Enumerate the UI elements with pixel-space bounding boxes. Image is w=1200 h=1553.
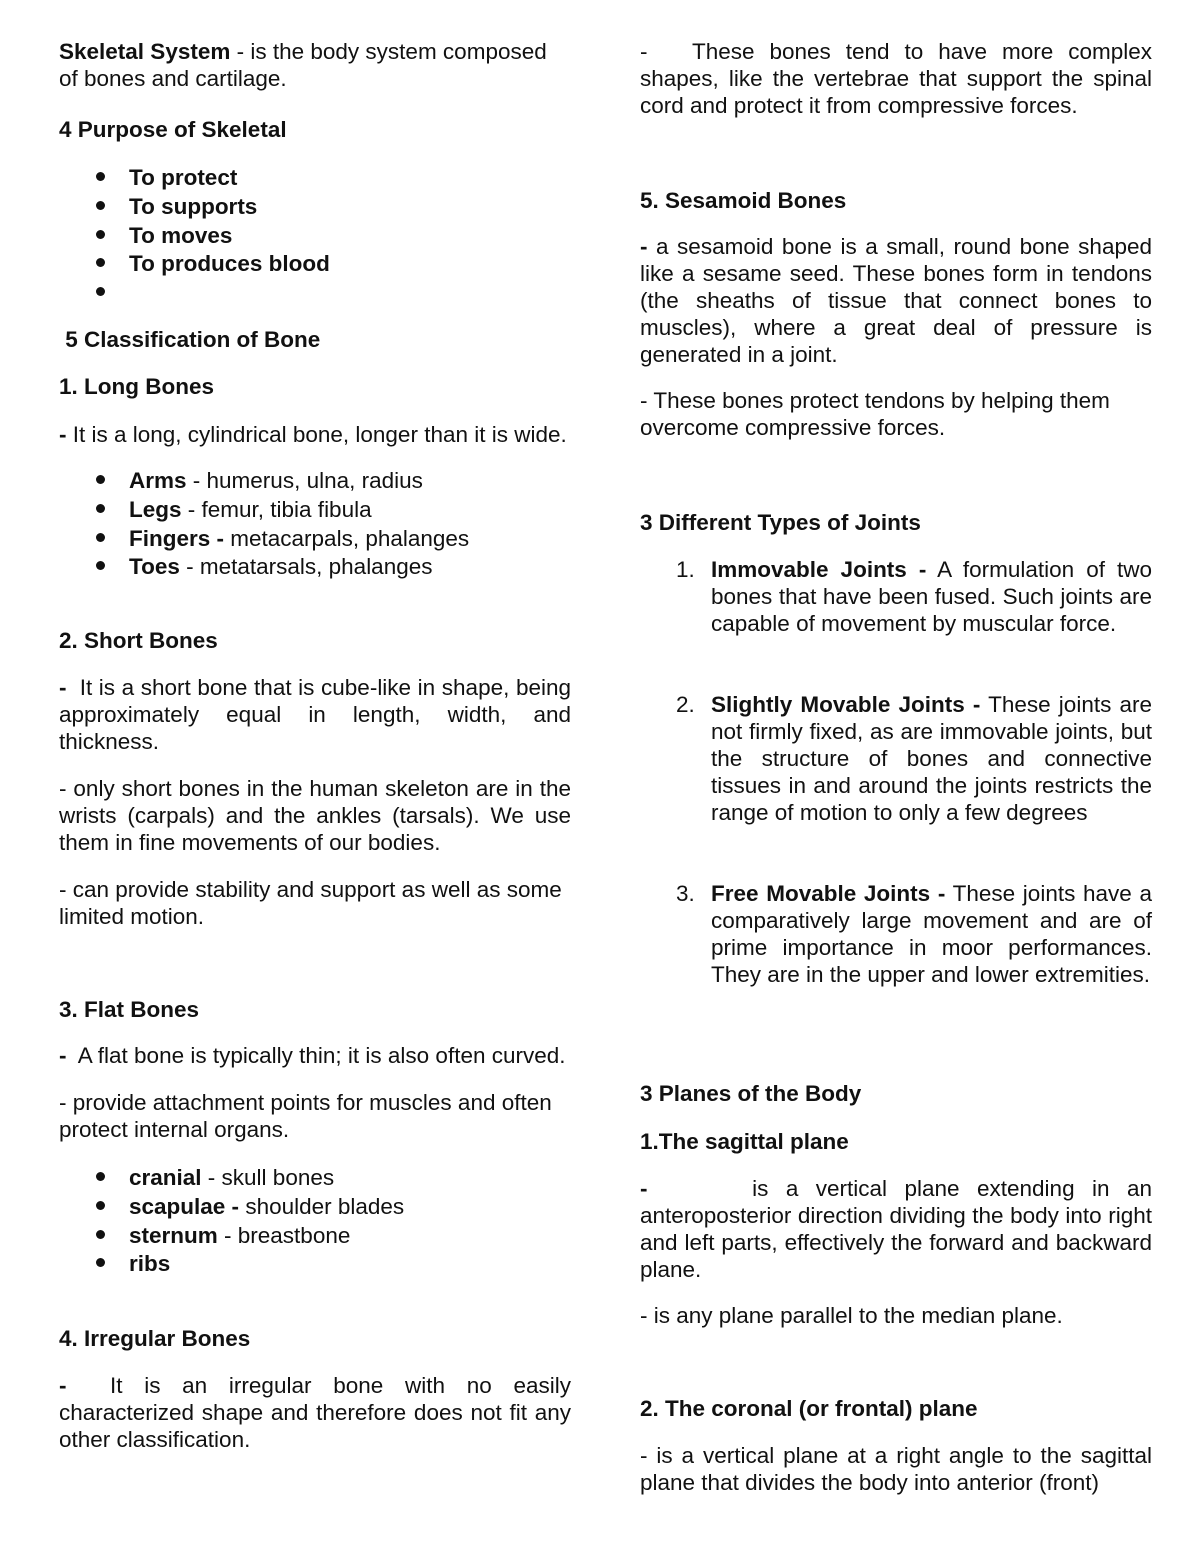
short-bones-p2: - only short bones in the human skeleton are in the wrists (carpals) and the ankles (tarsals). We use them in fine movements of our bodies.: [59, 776, 571, 855]
bullet-icon: [96, 561, 105, 570]
irregular-continued: - These bones tend to have more complex shapes, like the vertebrae that support the spinal cord and protect it from compressive forces.: [640, 39, 1159, 118]
purpose-item: To moves: [129, 222, 233, 248]
purpose-item: To produces blood: [129, 251, 330, 277]
sesamoid-p1: [640, 233, 1152, 368]
sesamoid-p2: - These bones protect tendons by helping them overcome compressive forces.: [640, 388, 1110, 440]
list-item: [59, 496, 571, 525]
bullet-icon: [96, 1230, 105, 1239]
bullet-icon: [96, 1172, 105, 1181]
short-bones-p1: [59, 674, 578, 755]
bullet-icon: [96, 533, 105, 542]
item-term: ribs: [129, 1251, 171, 1277]
item-text: shoulder blades: [239, 1193, 405, 1219]
flat-bones-p1-text: A flat bone is typically thin; it is also often curved.: [66, 1043, 566, 1068]
list-item: [59, 525, 571, 554]
bullet-icon: [96, 258, 105, 267]
purpose-item: To supports: [129, 193, 258, 219]
list-item: [59, 250, 571, 279]
item-text: - humerus, ulna, radius: [186, 468, 423, 493]
list-item: [59, 164, 571, 193]
item-term: Legs: [129, 496, 182, 522]
long-bones-desc: [59, 421, 571, 448]
dash: -: [640, 234, 648, 259]
bullet-icon: [96, 475, 105, 484]
intro-text: - is the body system composed of bones and cartilage.: [59, 39, 547, 91]
item-body: [711, 556, 1152, 637]
bullet-icon: [96, 201, 105, 210]
classification-heading: 5 Classification of Bone: [59, 327, 321, 352]
list-item: [59, 1193, 571, 1222]
sagittal-p1-text: is a vertical plane extending in an anteroposterior direction dividing the body into right and left parts, effectively the forward and backward plane.: [640, 1176, 1159, 1282]
sesamoid-p1-text: a sesamoid bone is a small, round bone shaped like a sesame seed. These bones form in tendons (the sheaths of tissue that connect bones to muscles), where a great deal of pressure is generated in a joint.: [640, 234, 1152, 367]
item-term: scapulae -: [129, 1193, 240, 1219]
joints-heading: 3 Different Types of Joints: [640, 510, 921, 535]
long-bones-text: It is a long, cylindrical bone, longer than it is wide.: [66, 422, 567, 447]
item-term: sternum: [129, 1222, 218, 1248]
item-term: Immovable Joints -: [711, 557, 927, 582]
flat-bones-p1: [59, 1042, 571, 1069]
item-term: Slightly Movable Joints -: [711, 692, 981, 717]
dash: -: [59, 1373, 67, 1398]
flat-bones-list: [59, 1164, 571, 1279]
irregular-bones-p1-text: It is an irregular bone with no easily characterized shape and therefore does not fit any other classification.: [59, 1373, 578, 1452]
coronal-heading: 2. The coronal (or frontal) plane: [640, 1396, 978, 1421]
item-number: 1.: [676, 557, 695, 582]
list-item: [59, 1250, 571, 1279]
dash: -: [640, 1176, 648, 1201]
item-text: - metatarsals, phalanges: [179, 554, 433, 580]
bullet-icon: [96, 172, 105, 181]
list-item: [59, 1222, 571, 1251]
item-term: Arms: [129, 468, 187, 493]
list-item: [640, 880, 1152, 988]
intro-term: Skeletal System: [59, 39, 231, 64]
sagittal-p1: [640, 1175, 1159, 1283]
list-item: [59, 1164, 571, 1193]
purpose-item: To protect: [129, 165, 238, 190]
item-term: Fingers -: [129, 525, 225, 551]
item-text: A formulation of two bones that have been fused. Such joints are capable of movement by muscular force.: [711, 557, 1152, 636]
list-item: [59, 553, 571, 582]
flat-bones-heading: 3. Flat Bones: [59, 997, 200, 1022]
list-item: [59, 467, 571, 496]
item-term: Free Movable Joints -: [711, 881, 946, 906]
item-text: metacarpals, phalanges: [224, 525, 470, 551]
item-number: 2.: [676, 692, 695, 717]
item-body: [711, 880, 1152, 988]
short-bones-heading: 2. Short Bones: [59, 628, 218, 653]
list-item: [640, 556, 1152, 637]
short-bones-p3: - can provide stability and support as well as some limited motion.: [59, 877, 562, 929]
purpose-list: [59, 164, 571, 308]
list-item: [59, 279, 571, 308]
purpose-heading: 4 Purpose of Skeletal: [59, 117, 287, 142]
sagittal-heading: 1.The sagittal plane: [640, 1129, 849, 1154]
dash: -: [59, 1043, 67, 1068]
item-number: 3.: [676, 881, 695, 906]
list-item: [640, 691, 1152, 826]
long-bones-heading: 1. Long Bones: [59, 374, 215, 399]
sagittal-p2: - is any plane parallel to the median plane.: [640, 1303, 1063, 1328]
irregular-bones-p1: [59, 1372, 578, 1453]
item-text: These joints have a comparatively large movement and are of prime importance in moor performances. They are in the upper and lower extremities.: [711, 881, 1152, 987]
bullet-icon: [96, 1258, 105, 1267]
planes-heading: 3 Planes of the Body: [640, 1081, 862, 1106]
long-bones-list: [59, 467, 571, 582]
item-term: cranial: [129, 1165, 202, 1190]
sesamoid-heading: 5. Sesamoid Bones: [640, 188, 847, 213]
irregular-bones-heading: 4. Irregular Bones: [59, 1326, 251, 1351]
dash: -: [59, 422, 67, 447]
flat-bones-p2: - provide attachment points for muscles and often protect internal organs.: [59, 1090, 552, 1142]
item-text: - breastbone: [217, 1222, 351, 1248]
list-item: [59, 222, 571, 251]
coronal-p1: - is a vertical plane at a right angle to the sagittal plane that divides the body into anterior (front): [640, 1443, 1152, 1495]
item-text: - skull bones: [201, 1165, 335, 1190]
bullet-icon: [96, 287, 105, 296]
item-text: These joints are not firmly fixed, as are immovable joints, but the structure of bones and connective tissues in and around the joints restricts the range of motion to only a few degrees: [711, 692, 1152, 825]
dash: -: [59, 675, 67, 700]
item-term: Toes: [129, 554, 180, 580]
short-bones-p1-text: It is a short bone that is cube-like in shape, being approximately equal in length, width, and thickness.: [59, 675, 578, 754]
bullet-icon: [96, 504, 105, 513]
bullet-icon: [96, 230, 105, 239]
bullet-icon: [96, 1201, 105, 1210]
item-body: [711, 691, 1152, 826]
intro-paragraph: [59, 38, 571, 92]
list-item: [59, 193, 571, 222]
item-text: - femur, tibia fibula: [181, 496, 372, 522]
